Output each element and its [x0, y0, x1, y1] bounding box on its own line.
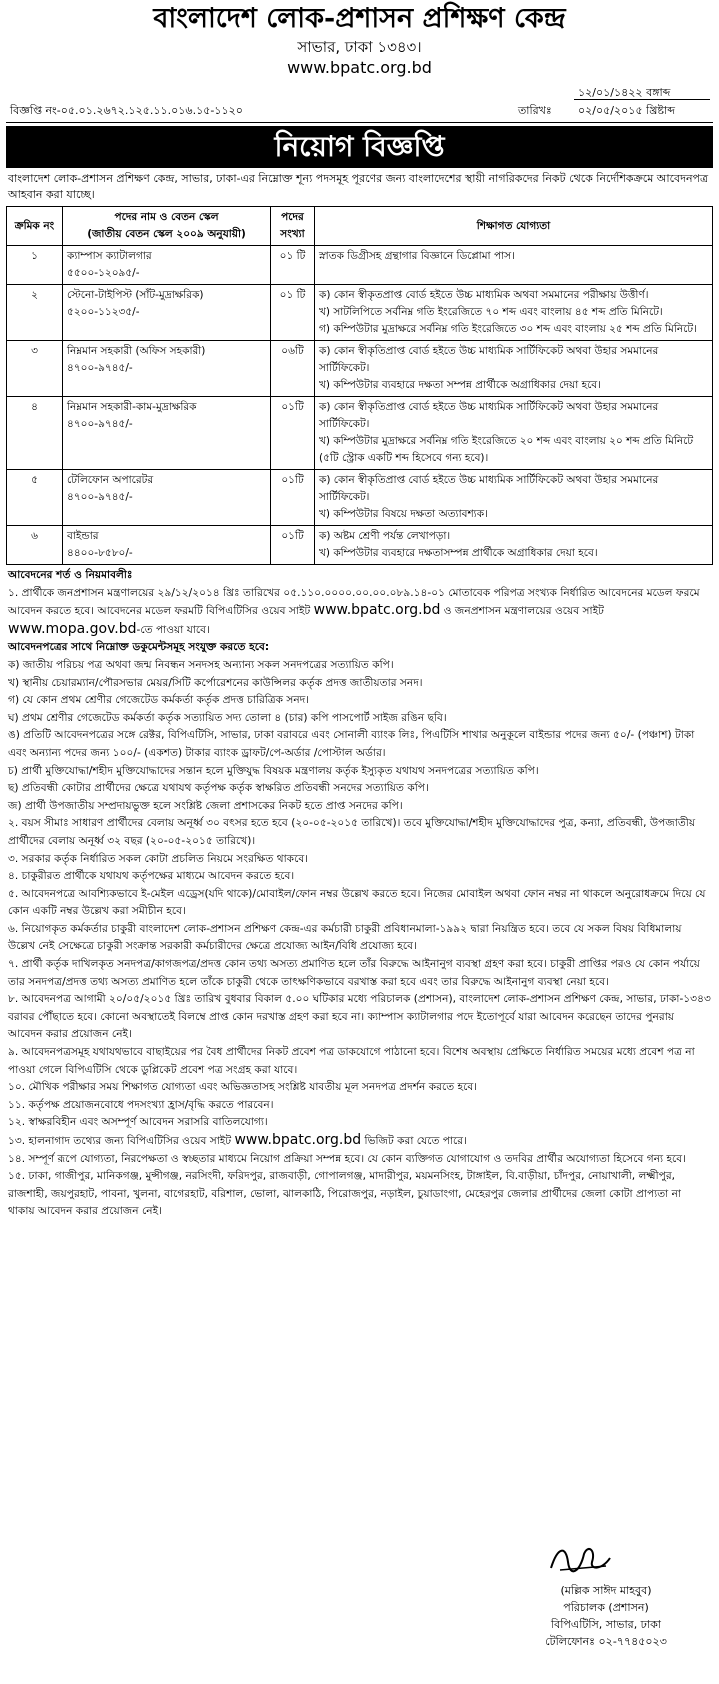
row-serial: ৪: [7, 397, 63, 470]
row-qualification: [315, 397, 713, 470]
row-count: ০১ টি: [271, 246, 315, 285]
qualification-item: ক) কোন স্বীকৃতিপ্রাপ্ত বোর্ড হইতে উচ্চ মাধ্যমিক সার্টিফিকেট অথবা উহার সমমানের সার্টিফিকেট।: [319, 401, 659, 430]
qualification-item: ক) কোন স্বীকৃতিপ্রাপ্ত বোর্ড হইতে উচ্চ মাধ্যমিক সার্টিফিকেট অথবা উহার সমমানের সার্টিফিকেট।: [319, 345, 659, 374]
rule-item: ৪. চাকুরীরত প্রার্থীকে যথাযথ কর্তৃপক্ষের মাধ্যমে আবেদন করতে হবে।: [8, 870, 295, 883]
rule-item: ১১. কর্তৃপক্ষ প্রয়োজনবোধে পদসংখ্যা হ্রাস/বৃদ্ধি করতে পারবেন।: [8, 1098, 274, 1111]
post-name: নিম্নমান সহকারী-কাম-মুদ্রাক্ষরিক: [67, 401, 197, 413]
term-13-text-2: ভিজিট করা যেতে পারে।: [364, 1135, 467, 1147]
signatory-name: (মল্লিক সাঈদ মাহবুব): [560, 1584, 652, 1597]
row-qualification: [315, 470, 713, 526]
row-serial: ১: [7, 246, 63, 285]
pay-scale: ৫২০০-১১২৩৫/-: [67, 306, 140, 318]
reference-row: [6, 78, 713, 123]
rule-item: ১২. স্বাক্ষরবিহীন এবং অসম্পূর্ণ আবেদন সরাসরি বাতিলযোগ্য।: [8, 1116, 268, 1129]
org-address: সাভার, ঢাকা ১৩৪৩।: [297, 38, 422, 56]
row-serial: ৩: [7, 341, 63, 397]
rule-item: ৯. আবেদনপত্রসমূহ যথাযথভাবে বাছাইয়ের পর বৈধ প্রার্থীদের নিকট প্রবেশ পত্র ডাকযোগে পাঠানো হবে। বিশেষ অবস্থায় প্রেক্ষিতে নির্ধারিত সময়ের মধ্যে প্রবেশ পত্র না পাওয়া গেলে বিপিএটিসি থেকে ডুপ্লিকেট প্রবেশ পত্র সংগ্রহ করা যাবে।: [8, 1046, 695, 1076]
bpatc-website-link-2[interactable]: www.bpatc.org.bd: [234, 1132, 362, 1148]
signature-scribble: [546, 1540, 616, 1578]
row-post: [63, 285, 271, 341]
memo-number: বিজ্ঞপ্তি নং-০৫.০১.২৬৭২.১২৫.১১.০১৬.১৫-১১২০: [10, 104, 243, 117]
rule-item: ৭. প্রার্থী কর্তৃক দাখিলকৃত সনদপত্র/কাগজপত্র/প্রদত্ত কোন তথ্য অসত্য প্রমাণিত হলে তাঁর বিরুদ্ধে আইনানুগ ব্যবস্থা গ্রহণ করা হবে। চাকুরী প্রাপ্তির পরও যে কোন পর্যায়ে তার সনদপত্র/প্রদত্ত তথ্য অসত্য প্রমাণিত হলে তাঁকে চাকুরী থেকে তাৎক্ষণিকভাবে বরখাস্ত করা হবে এবং তার বিরুদ্ধে আইনানুগ ব্যবস্থা নেয়া হবে।: [8, 958, 700, 988]
header-qualification: শিক্ষাগত যোগ্যতা: [315, 207, 713, 246]
row-qualification: [315, 526, 713, 565]
row-count: ০১টি: [271, 526, 315, 565]
rule-item: ১৫. ঢাকা, গাজীপুর, মানিকগঞ্জ, মুন্সীগঞ্জ, নরসিংদী, ফরিদপুর, রাজবাড়ী, গোপালগঞ্জ, মাদারীপুর, ময়মনসিংহ, টাঙ্গাইল, বি.বাড়ীয়া, চাঁদপুর, নোয়াখালী, লক্ষ্মীপুর, রাজশাহী, জয়পুরহাট, পাবনা, খুলনা, বাগেরহাট, বরিশাল, ভোলা, ঝালকাঠি, পিরোজপুর, নড়াইল, চুয়াডাংগা, মেহেরপুর জেলার প্রার্থীদের জেলা কোটা প্রাপ্যতা না থাকায় আবেদন করার প্রয়োজন নেই।: [8, 1170, 682, 1218]
signatory-phone: টেলিফোনঃ ০২-৭৭৪৫০২৩: [545, 1635, 667, 1648]
header-post: [63, 207, 271, 246]
rules-list-2: [8, 1151, 711, 1221]
signatory-title: পরিচালক (প্রশাসন): [563, 1601, 649, 1614]
org-website: www.bpatc.org.bd: [287, 58, 432, 77]
qualification-item: খ) কম্পিউটার মুদ্রাক্ষরে সর্বনিম্ন গতি ইংরেজিতে ২০ শব্দ এবং বাংলায় ২০ শব্দ প্রতি মিনিটে (৫টি স্ট্রোক একটি শব্দ হিসেবে গন্য হবে)।: [319, 435, 694, 464]
table-row: [7, 285, 713, 341]
documents-list: [8, 657, 711, 815]
table-row: [7, 246, 713, 285]
bpatc-website-link[interactable]: www.bpatc.org.bd: [313, 602, 441, 619]
term-1: [8, 585, 711, 640]
header-post-label: পদের নাম ও বেতন স্কেল: [114, 211, 219, 223]
post-name: বাইন্ডার: [67, 530, 99, 542]
document-item: গ) যে কোন প্রথম শ্রেণীর গেজেটেড কর্মকর্তা কর্তৃক প্রদত্ত চারিত্রিক সনদ।: [8, 694, 310, 707]
qualification-item: স্নাতক ডিগ্রীসহ গ্রন্থাগার বিজ্ঞানে ডিপ্লোমা পাস।: [319, 250, 515, 262]
date-bangla: ১২/০১/১৪২২ বঙ্গাব্দ: [578, 86, 671, 99]
row-post: [63, 341, 271, 397]
rule-item: ৩. সরকার কর্তৃক নির্ধারিত সকল কোটা প্রচলিত নিয়মে সংরক্ষিত থাকবে।: [8, 852, 309, 865]
rule-item: ২. বয়স সীমাঃ সাধারণ প্রার্থীদের বেলায় অনূর্ধ্ব ৩০ বৎসর হতে হবে (২০-০৫-২০১৫ তারিখে)। তবে মুক্তিযোদ্ধা/শহীদ মুক্তিযোদ্ধাদের পুত্র, কন্যা, প্রতিবন্ধী, উপজাতীয় প্রার্থীদের বেলায় অনূর্ধ্ব ৩২ বছর (২০-০৫-২০১৫ তারিখে)।: [8, 817, 696, 847]
date-english: ০২/০৫/২০১৫ খ্রিষ্টাব্দ: [578, 104, 675, 117]
signatory-office: বিপিএটিসি, সাভার, ঢাকা: [551, 1618, 661, 1631]
row-serial: ৬: [7, 526, 63, 565]
document-item: ক) জাতীয় পরিচয় পত্র অথবা জন্ম নিবন্ধন সনদসহ অন্যান্য সকল সনদপত্রের সত্যায়িত কপি।: [8, 658, 394, 671]
term-1-text: ১. প্রার্থীকে জনপ্রশাসন মন্ত্রণালয়ের ২৯/১২/২০১৪ খ্রিঃ তারিখের ০৫.১১০.০০০০.০০.০০.০৮৯.১৪-০১ মোতাবেক পরিপত্র সংখ্যক নির্ধারিত আবেদনের মডেল ফরমে আবেদন করতে হবে। আবেদনের মডেল ফরমটি বিপিএটিসির ওয়েব সাইট: [8, 586, 700, 618]
qualification-item: ক) কোন স্বীকৃতিপ্রাপ্ত বোর্ড হইতে উচ্চ মাধ্যমিক সার্টিফিকেট অথবা উহার সমমানের সার্টিফিকেট।: [319, 474, 659, 503]
table-row: [7, 470, 713, 526]
pay-scale: ৪৪০০-৮৫৮০/-: [67, 547, 133, 559]
rule-item: ৬. নিয়োগকৃত কর্মকর্তার চাকুরী বাংলাদেশ লোক-প্রশাসন প্রশিক্ষণ কেন্দ্র-এর কর্মচারী চাকুরী প্রবিধানমালা-১৯৯২ দ্বারা নিয়ন্ত্রিত হবে। তবে যে সকল বিষয় বিধিমালায় উল্লেখ নেই সেক্ষেত্রে চাকুরী সংক্রান্ত সরকারী কর্মচারীদের ক্ষেত্রে প্রযোজ্য আইন/বিধি প্রযোজ্য হবে।: [8, 922, 682, 953]
table-row: [7, 397, 713, 470]
document-item: ঘ) প্রথম শ্রেণীর গেজেটেড কর্মকর্তা কর্তৃক সত্যায়িত সদ্য তোলা ৪ (চার) কপি পাসপোর্ট সাইজ রঙিন ছবি।: [8, 711, 447, 724]
row-serial: ৫: [7, 470, 63, 526]
post-name: টেলিফোন অপারেটর: [67, 474, 154, 486]
row-qualification: [315, 285, 713, 341]
pay-scale: ৪৭০০-৯৭৪৫/-: [67, 491, 133, 503]
mopa-website-link[interactable]: www.mopa.gov.bd: [8, 620, 137, 637]
term-1-text-2: ও জনপ্রশাসন মন্ত্রণালয়ের ওয়েব সাইট: [443, 605, 604, 618]
row-qualification: [315, 341, 713, 397]
rule-item: ৫. আবেদনপত্রে আবশ্যিকভাবে ই-মেইল এড্রেস(যদি থাকে)/মোবাইল/ফোন নম্বর উল্লেখ করতে হবে। নিজের মোবাইল অথবা ফোন নম্বর না থাকলে অনুরোধক্রমে দিয়ে যে কোন একটি নম্বর উল্লেখ করা সমীচীন হবে।: [8, 887, 706, 918]
post-name: স্টেনো-টাইপিস্ট (সাঁট-মুদ্রাক্ষরিক): [67, 289, 204, 301]
row-post: [63, 470, 271, 526]
table-row: [7, 341, 713, 397]
qualification-item: খ) কম্পিউটার বিষয়ে দক্ষতা অত্যাবশ্যক।: [319, 508, 488, 520]
row-count: ০৬টি: [271, 341, 315, 397]
qualification-item: খ) কম্পিউটার ব্যবহারে দক্ষতা সম্পন্ন প্রার্থীকে অগ্রাধিকার দেয়া হবে।: [319, 379, 601, 391]
table-row: [7, 526, 713, 565]
org-name: বাংলাদেশ লোক-প্রশাসন প্রশিক্ষণ কেন্দ্র: [153, 3, 566, 34]
pay-scale: ৫৫০০-১২০৯৫/-: [67, 267, 140, 279]
pay-scale: ৪৭০০-৯৭৪৫/-: [67, 418, 133, 430]
document-item: ঙ) প্রতিটি আবেদনপত্রের সঙ্গে রেক্টর, বিপিএটিসি, সাভার, ঢাকা বরাবরে এবং সোনালী ব্যাংক লিঃ, পিএটিসি শাখার অনুকূলে বাইন্ডার পদের জন্য ৫০/- (পঞ্চাশ) টাকা এবং অন্যান্য পদের জন্য ১০০/- (একশত) টাকার ব্যাংক ড্রাফট/পে-অর্ডার /পোস্টাল অর্ডার।: [8, 729, 695, 759]
document-item: খ) স্থানীয় চেয়ারম্যান/পৌরসভার মেয়র/সিটি কর্পোরেশনের কাউন্সিলর কর্তৃক প্রদত্ত জাতীয়তার সনদ।: [8, 676, 423, 689]
terms-heading: আবেদনের শর্ত ও নিয়মাবলীঃ: [8, 569, 133, 581]
post-name: ক্যাম্পাস ক্যাটালগার: [67, 250, 152, 262]
term-13-text: ১৩. হালনাগাদ তথ্যের জন্য বিপিএটিসির ওয়েব সাইট: [8, 1135, 232, 1147]
document-item: ছ) প্রতিবন্ধী কোটার প্রার্থীদের ক্ষেত্রে যথাযথ কর্তৃপক্ষ কর্তৃক স্বাক্ষরিত প্রতিবন্ধী সনদের সত্যায়িত কপি।: [8, 782, 429, 795]
row-count: ০১টি: [271, 397, 315, 470]
notice-page: [6, 2, 713, 1648]
header-serial: ক্রমিক নং: [7, 207, 63, 246]
rule-item: ৮. আবেদনপত্র আগামী ২০/০৫/২০১৫ খ্রিঃ তারিখ বুধবার বিকাল ৫.০০ ঘটিকার মধ্যে পরিচালক (প্রশাসন), বাংলাদেশ লোক-প্রশাসন প্রশিক্ষণ কেন্দ্র, সাভার, ঢাকা-১৩৪৩ বরাবর পৌঁছাতে হবে। কোনো অবস্থাতেই বিলম্বে প্রাপ্ত কোন দরখাস্ত গ্রহণ করা হবে না। ক্যাম্পাস ক্যাটালগার পদে ইতোপূর্বে যারা আবেদন করেছেন তাদের পুনরায় আবেদন করার প্রয়োজন নেই।: [8, 993, 711, 1041]
rules-list: [8, 815, 711, 1132]
qualification-item: খ) সাটলিপিতে সর্বনিম্ন গতি ইংরেজিতে ৭০ শব্দ এবং বাংলায় ৪৫ শব্দ প্রতি মিনিটে।: [319, 306, 663, 318]
table-header-row: [7, 207, 713, 246]
row-qualification: [315, 246, 713, 285]
row-post: [63, 246, 271, 285]
documents-heading: আবেদনপত্রের সাথে নিম্নোক্ত ডকুমেন্টসমূহ সংযুক্ত করতে হবে:: [8, 641, 270, 654]
intro-text: বাংলাদেশ লোক-প্রশাসন প্রশিক্ষণ কেন্দ্র, সাভার, ঢাকা-এর নিম্নোক্ত শূন্য পদসমূহ পূরণের জন্য বাংলাদেশের স্থায়ী নাগরিকদের নিকট থেকে নির্দেশিকক্রমে আবেদনপত্র আহবান করা যাচ্ছে।: [8, 172, 709, 201]
post-name: নিম্নমান সহকারী (অফিস সহকারী): [67, 345, 206, 357]
vacancy-table: [6, 206, 713, 565]
document-item: চ) প্রার্থী মুক্তিযোদ্ধা/শহীদ মুক্তিযোদ্ধাদের সন্তান হলে মুক্তিযুদ্ধ বিষয়ক মন্ত্রণালয় কর্তৃক ইস্যুকৃত যথাযথ সনদপত্রের সত্যায়িত কপি।: [8, 764, 539, 777]
qualification-item: ক) কোন স্বীকৃতপ্রাপ্ত বোর্ড হইতে উচ্চ মাধ্যমিক অথবা সমমানের পরীক্ষায় উত্তীর্ণ।: [319, 289, 649, 301]
row-count: ০১টি: [271, 470, 315, 526]
date-divider: [574, 99, 710, 100]
term-1-text-3: -তে পাওয়া যাবে।: [136, 623, 210, 636]
row-post: [63, 397, 271, 470]
notice-banner: নিয়োগ বিজ্ঞপ্তি: [6, 126, 713, 168]
date-label: তারিখঃ: [518, 104, 552, 117]
term-13: [8, 1132, 711, 1151]
row-post: [63, 526, 271, 565]
header-count: পদের সংখ্যা: [271, 207, 315, 246]
terms-section: [6, 565, 713, 1221]
row-count: ০১ টি: [271, 285, 315, 341]
qualification-item: ক) অষ্টম শ্রেণী পর্যন্ত লেখাপড়া।: [319, 530, 451, 542]
rule-item: ১০. মৌখিক পরীক্ষার সময় শিক্ষাগত যোগ্যতা এবং অভিজ্ঞতাসহ সংশ্লিষ্ট যাবতীয় মূল সনদপত্র প্রদর্শন করতে হবে।: [8, 1081, 478, 1094]
row-serial: ২: [7, 285, 63, 341]
signature-block: [506, 1540, 706, 1650]
document-item: জ) প্রার্থী উপজাতীয় সম্প্রদায়ভুক্ত হলে সংশ্লিষ্ট জেলা প্রশাসকের নিকট হতে প্রাপ্ত সনদের কপি।: [8, 799, 403, 812]
pay-scale: ৪৭০০-৯৭৪৫/-: [67, 362, 133, 374]
qualification-item: গ) কম্পিউটার মুদ্রাক্ষরে সর্বনিম্ন গতি ইংরেজিতে ৩০ শব্দ এবং বাংলায় ২৫ শব্দ প্রতি মিনিটে।: [319, 323, 697, 335]
qualification-item: খ) কম্পিউটার ব্যবহারে দক্ষতাসম্পন্ন প্রার্থীকে অগ্রাধিকার দেয়া হবে।: [319, 547, 598, 559]
rule-item: ১৪. সম্পূর্ণ রূপে যোগ্যতা, নিরপেক্ষতা ও স্বচ্ছতার মাধ্যমে নিয়োগ প্রক্রিয়া সম্পন্ন হবে। যে কোন ব্যক্তিগত যোগাযোগ ও তদবির প্রার্থীর অযোগ্যতা হিসেবে গন্য হবে।: [8, 1152, 686, 1165]
header-post-sub: (জাতীয় বেতন স্কেল ২০০৯ অনুযায়ী): [87, 228, 246, 240]
